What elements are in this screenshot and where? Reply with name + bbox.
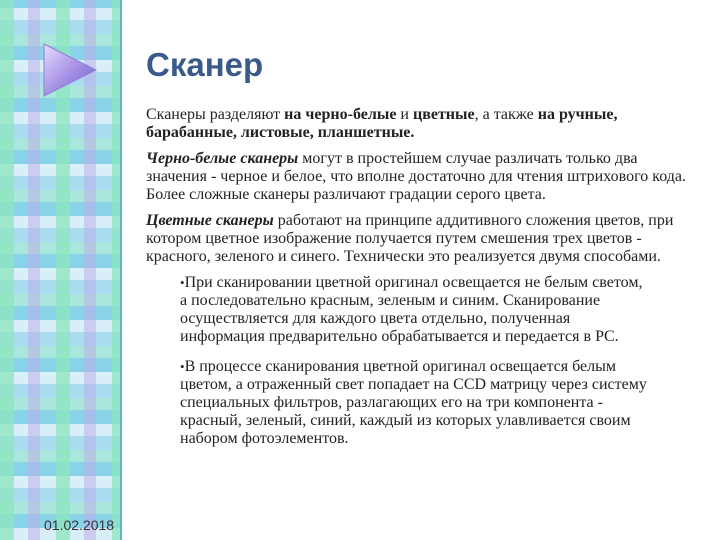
intro-bold-bw: на черно-белые bbox=[284, 106, 397, 123]
bw-label: Черно-белые сканеры bbox=[146, 150, 299, 167]
intro-bold-types: на ручные, барабанные, листовые, планшетные. bbox=[146, 106, 618, 141]
intro-bold-color: цветные bbox=[412, 106, 475, 123]
intro-text: Сканеры разделяют bbox=[146, 106, 285, 123]
slide-title: Сканер bbox=[146, 46, 264, 83]
method-text: В процессе сканирования цветной оригинал освещается белым цветом, а отраженный свет попадает на CCD матрицу через систему специальных фильтров, разлагающих его на три компонента - красный, зеленый, синий, каждый из которых улавливается своим набором фотоэлементов. bbox=[180, 358, 647, 447]
method-item bbox=[180, 274, 650, 346]
bullet-icon: • bbox=[180, 359, 185, 374]
bullet-icon: • bbox=[180, 275, 185, 290]
sidebar-divider bbox=[120, 0, 122, 540]
color-paragraph bbox=[146, 212, 686, 266]
slide-date: 01.02.2018 bbox=[44, 517, 115, 533]
bw-text: могут в простейшем случае различать только два значения - черное и белое, что вполне достаточно для чтения штрихового кода. Более сложные сканеры различают градации серого цвета. bbox=[146, 150, 686, 203]
method-text: При сканировании цветной оригинал освещается не белым светом, а последовательно красным, зеленым и синим. Сканирование осуществляется для каждого цвета отдельно, полученная информация предварительно обрабатывается и передается в PC. bbox=[180, 274, 643, 345]
color-text: работают на принципе аддитивного сложения цветов, при котором цветное изображение получается путем смешения трех цветов - красного, зеленого и синего. Технически это реализуется двумя способами. bbox=[146, 212, 674, 265]
intro-paragraph bbox=[146, 106, 686, 142]
intro-text: , а также bbox=[474, 106, 538, 123]
color-label: Цветные сканеры bbox=[146, 212, 274, 229]
method-item bbox=[180, 358, 650, 448]
intro-text: и bbox=[396, 106, 413, 123]
slide-body bbox=[146, 106, 686, 460]
triangle-bullet-icon bbox=[40, 40, 100, 100]
bw-paragraph bbox=[146, 150, 686, 204]
